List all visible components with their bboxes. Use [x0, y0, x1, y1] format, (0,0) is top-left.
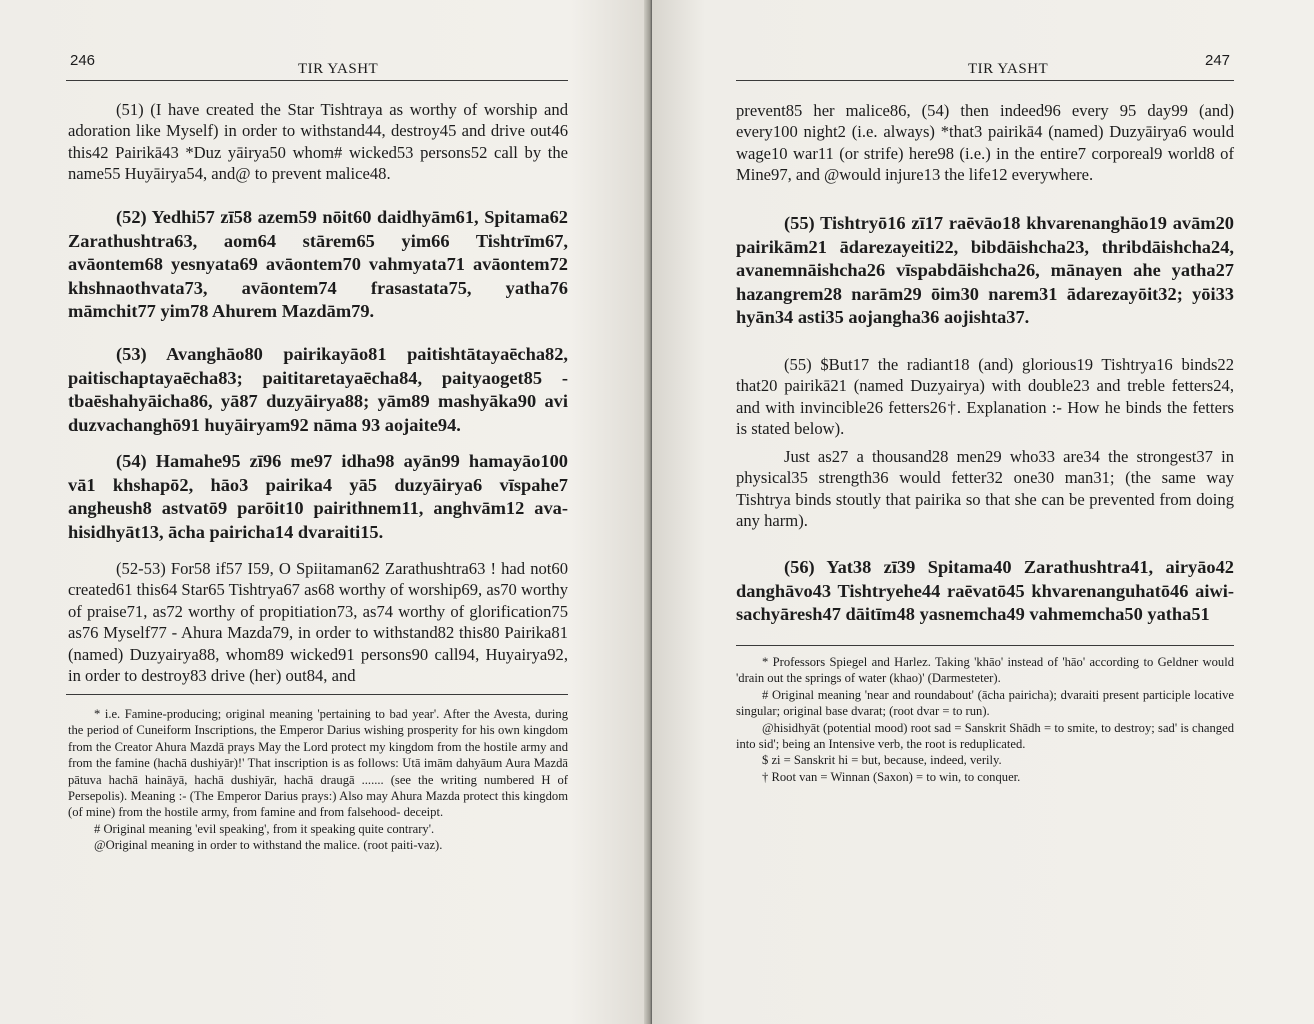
paragraph-52-53: (52-53) For58 if57 I59, O Spiitaman62 Zarathushtra63 ! had not60 created61 this64 Star65 Tishtrya67 as68 worthy of worship69, as70 worthy of praise71, as72 worthy of propitiation73, as74 worthy of glorification75 as76 Myself77 - Ahura Mazda79, in order to withstand82 this80 Pairika81 (named) Duzyairya88, whom89 wicked91 persons90 call94, Huyairya92, in order to destroy83 drive (her) out84, and: [68, 559, 568, 686]
footnote-rule: [736, 645, 1234, 646]
header-rule: [736, 80, 1234, 81]
footnote: # Original meaning 'near and roundabout' (ācha pairicha); dvaraiti present participle locative singular; original base dvarat; (root dvar = to run).: [736, 687, 1234, 719]
verse-55: (55) Tishtryō16 zī17 raēvāo18 khvarenanghāo19 avām20 pairikām21 ādarezayeiti22, bibdāishcha23, thribdāishcha24, avanemnāishcha26 vīspabdāishcha26, mānayen ahe yatha27 hazangrem28 narām29 ōim30 narem31 ādarezayōit32; yōi33 hyān34 asti35 aojangha36 aojishta37.: [736, 213, 1234, 327]
footnote-rule: [66, 694, 568, 695]
verse-54: (54) Hamahe95 zī96 me97 idha98 ayān99 hamayāo100 vā1 khshapō2, hāo3 pairika4 yā5 duzyāirya6 vīspahe7 angheush8 astvatō9 parōit10 pairithnem11, anghvām12 ava-hisidhyāt13, ācha pairicha14 dvaraiti15.: [68, 451, 568, 542]
running-head: TIR YASHT: [968, 61, 1049, 77]
paragraph-continued: prevent85 her malice86, (54) then indeed96 every 95 day99 (and) every100 night2 (i.e. always) *that3 pairikā4 (named) Duzyāirya6 would wage10 war11 (or strife) here98 (i.e.) in the entire7 corporeal9 world8 of Mine97, and @would injure13 the life12 everywhere.: [736, 101, 1234, 185]
footnote: * i.e. Famine-producing; original meaning 'pertaining to bad year'. After the Avesta, during the period of Cuneiform Inscriptions, the Emperor Darius wishing prosperity for his own kingdom from the Creator Ahura Mazdā prays May the Lord protect my kingdom from the hostile army and from the famine (hachā dushiyār)!' That inscription is as follows: Utā imām dahyāum Aura Mazdā pātuva hachā haināyā, hachā dushiyār, hachā draugā ....... (see the writing numbered H of Persepolis). Meaning :- (The Emperor Darius prays:) Also may Ahura Mazda protect this kingdom (of mine) from the hostile army, from famine and from falsehood- deceipt.: [68, 707, 568, 820]
footnote: $ zi = Sanskrit hi = but, because, indeed, verily.: [762, 753, 1002, 768]
header-rule: [66, 80, 568, 81]
paragraph-51: (51) (I have created the Star Tishtraya as worthy of worship and adoration like Myself) in order to withstand44, destroy45 and drive out46 this42 Pairikā43 *Duz yāirya50 whom# wicked53 persons52 call by the name55 Huyāirya54, and@ to prevent malice48.: [68, 100, 568, 184]
page-number: 246: [70, 52, 96, 69]
verse-56: (56) Yat38 zī39 Spitama40 Zarathushtra41, airyāo42 danghāvo43 Tishtryehe44 raēvatō45 khvarenanguhatō46 aiwi-sachyāresh47 dāitīm48 yasnemcha49 vahmemcha50 yatha51: [736, 557, 1234, 624]
verse-52: (52) Yedhi57 zī58 azem59 nōit60 daidhyām61, Spitama62 Zarathushtra63, aom64 stārem65 yim66 Tishtrīm67, avāontem68 yesnyata69 avāontem70 vahmyata71 avāontem72 khshnaothvata73, avāontem74 frasastata75, yatha76 māmchit77 yim78 Ahurem Mazdām79.: [68, 207, 568, 321]
footnote: @hisidhyāt (potential mood) root sad = Sanskrit Shādh = to smite, to destroy; sad' is changed into sid'; being an Intensive verb, the root is reduplicated.: [736, 720, 1234, 752]
paragraph-55: (55) $But17 the radiant18 (and) glorious19 Tishtrya16 binds22 that20 pairikā21 (named Duzyairya) with double23 and treble fetters24, and with invincible26 fetters26†. Explanation :- How he binds the fetters is stated below).: [736, 355, 1234, 439]
paragraph-55b: Just as27 a thousand28 men29 who33 are34 the strongest37 in physical35 strength36 would fetter32 one30 man31; (the same way Tishtrya binds stoutly that pairika so that she can be prevented from doing any harm).: [736, 447, 1234, 531]
right-page: [652, 0, 1314, 1024]
footnote: † Root van = Winnan (Saxon) = to win, to conquer.: [762, 769, 1021, 784]
footnotes: [736, 654, 1234, 785]
left-page: [0, 0, 648, 1024]
page-number: 247: [1205, 52, 1231, 69]
verse-53: (53) Avanghāo80 pairikayāo81 paitishtātayaēcha82, paitischaptayaēcha83; paititaretayaēcha84, paityaoget85 - tbaēshahyāicha86, yā87 duzyāirya88; yām89 mashyāka90 avi duzvachanghō91 huyāiryam92 nāma 93 aojaite94.: [68, 344, 568, 435]
footnote: @Original meaning in order to withstand the malice. (root paiti-vaz).: [94, 838, 443, 853]
running-head: TIR YASHT: [298, 61, 379, 77]
footnote: # Original meaning 'evil speaking', from it speaking quite contrary'.: [94, 821, 435, 836]
footnote: * Professors Spiegel and Harlez. Taking 'khāo' instead of 'hāo' according to Geldner would 'drain out the springs of water (khao)' (Darmesteter).: [736, 655, 1234, 686]
footnotes: [68, 706, 568, 854]
